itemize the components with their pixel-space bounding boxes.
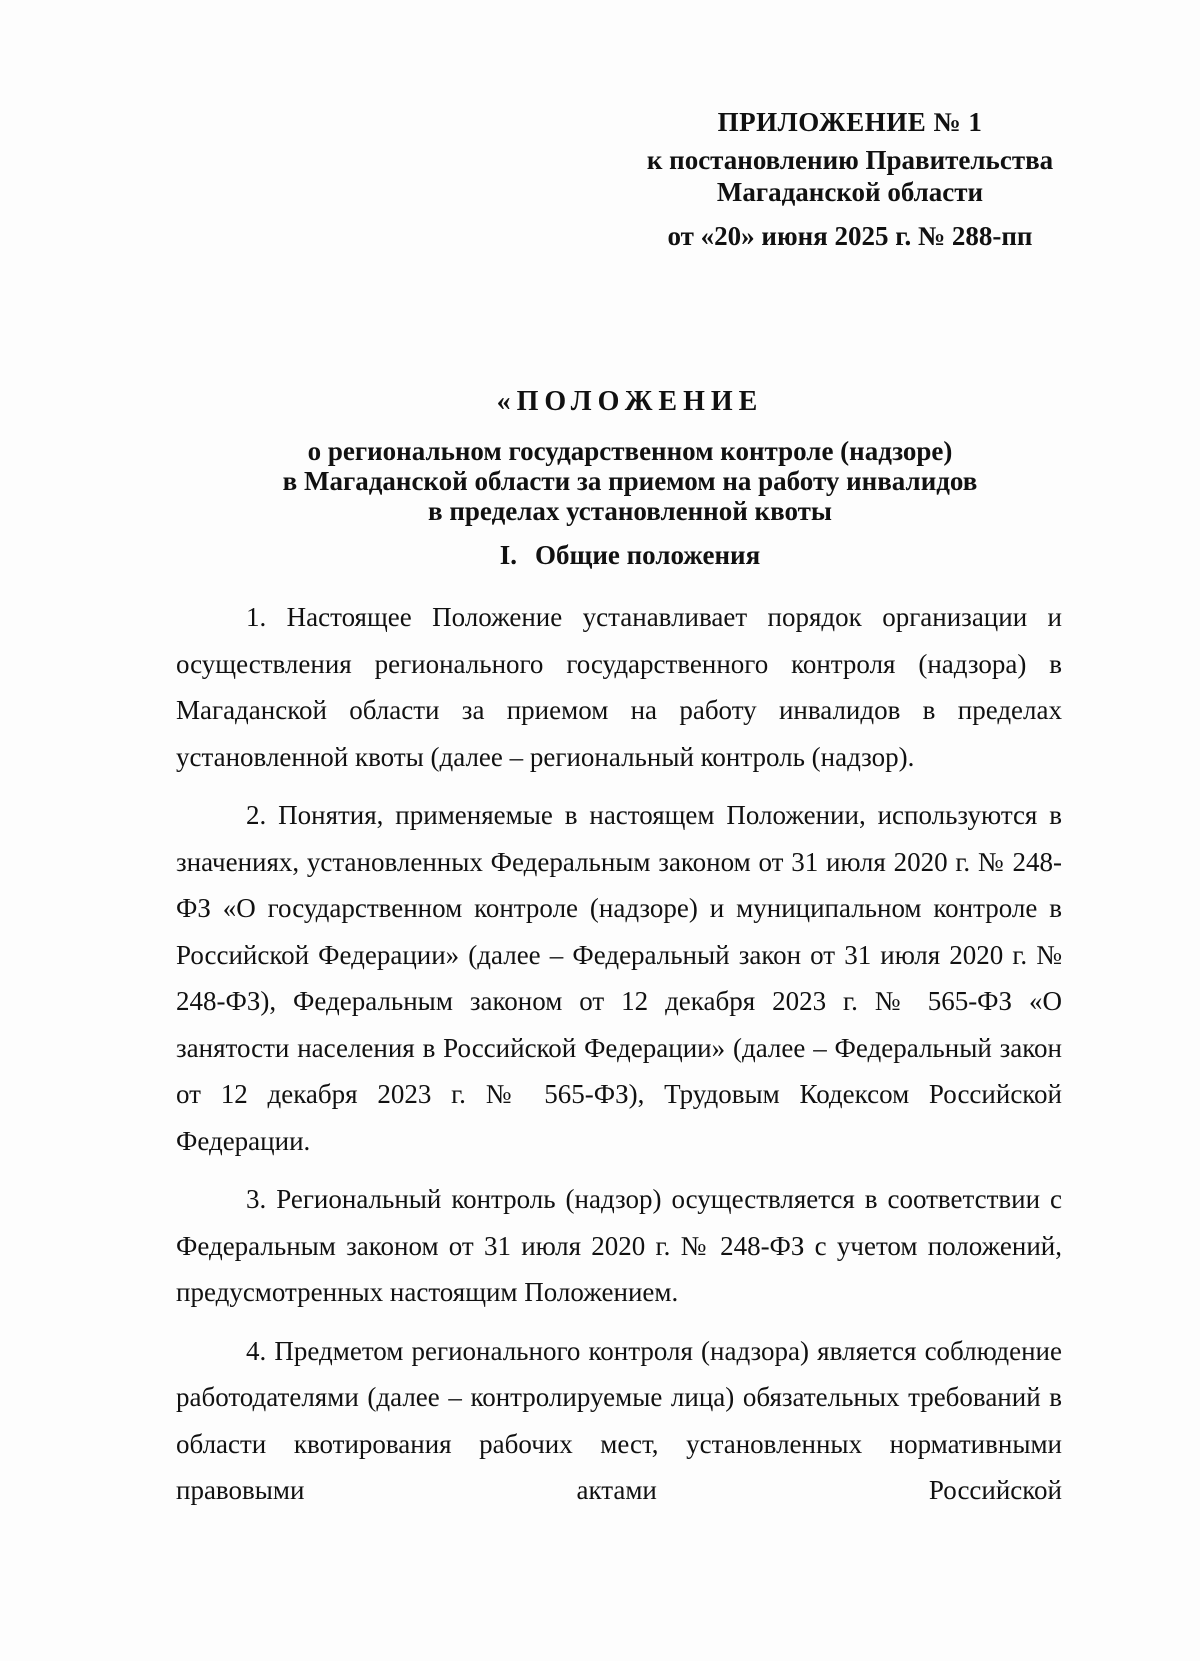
section-number: I. (499, 540, 518, 570)
paragraph-3: 3. Региональный контроль (надзор) осуществляется в соответствии с Федеральным законом от 31 июля 2020 г. № 248-ФЗ с учетом положений, предусмотренных настоящим Положением. (176, 1184, 1062, 1307)
section-heading (180, 540, 1080, 571)
appendix-header (620, 106, 1080, 252)
document-title-line-3: в пределах установленной квоты (428, 496, 832, 526)
paragraph-1: 1. Настоящее Положение устанавливает порядок организации и осуществления регионального государственного контроля (надзора) в Магаданской области за приемом на работу инвалидов в пределах установленной квоты (далее – региональный контроль (надзор). (176, 602, 1062, 772)
document-title (180, 386, 1080, 526)
paragraph-4: 4. Предметом регионального контроля (надзора) является соблюдение работодателями (далее – контролируемые лица) обязательных требований в области квотирования рабочих мест, установленных нормативными правовыми актами Российской (176, 1335, 1062, 1505)
appendix-title: ПРИЛОЖЕНИЕ № 1 (717, 107, 983, 137)
document-title-line-2: в Магаданской области за приемом на работу инвалидов (282, 466, 978, 496)
document-title-word: «ПОЛОЖЕНИЕ (496, 386, 764, 417)
document-title-line-1: о региональном государственном контроле (надзоре) (307, 436, 953, 466)
document-body (176, 594, 1062, 1526)
appendix-line-1: к постановлению Правительства (646, 145, 1054, 175)
section-title: Общие положения (535, 540, 761, 570)
appendix-date-line: от «20» июня 2025 г. № 288-пп (667, 221, 1033, 251)
appendix-line-2: Магаданской области (716, 177, 984, 207)
paragraph-2: 2. Понятия, применяемые в настоящем Положении, используются в значениях, установленных Федеральным законом от 31 июля 2020 г. № 248-ФЗ «О государственном контроле (надзоре) и муниципальном контроле в Российской Федерации» (далее – Федеральный закон от 31 июля 2020 г. № 248-ФЗ), Федеральным законом от 12 декабря 2023 г. № 565-ФЗ «О занятости населения в Российской Федерации» (далее – Федеральный закон от 12 декабря 2023 г. № 565-ФЗ), Трудовым Кодексом Российской Федерации. (176, 800, 1062, 1156)
